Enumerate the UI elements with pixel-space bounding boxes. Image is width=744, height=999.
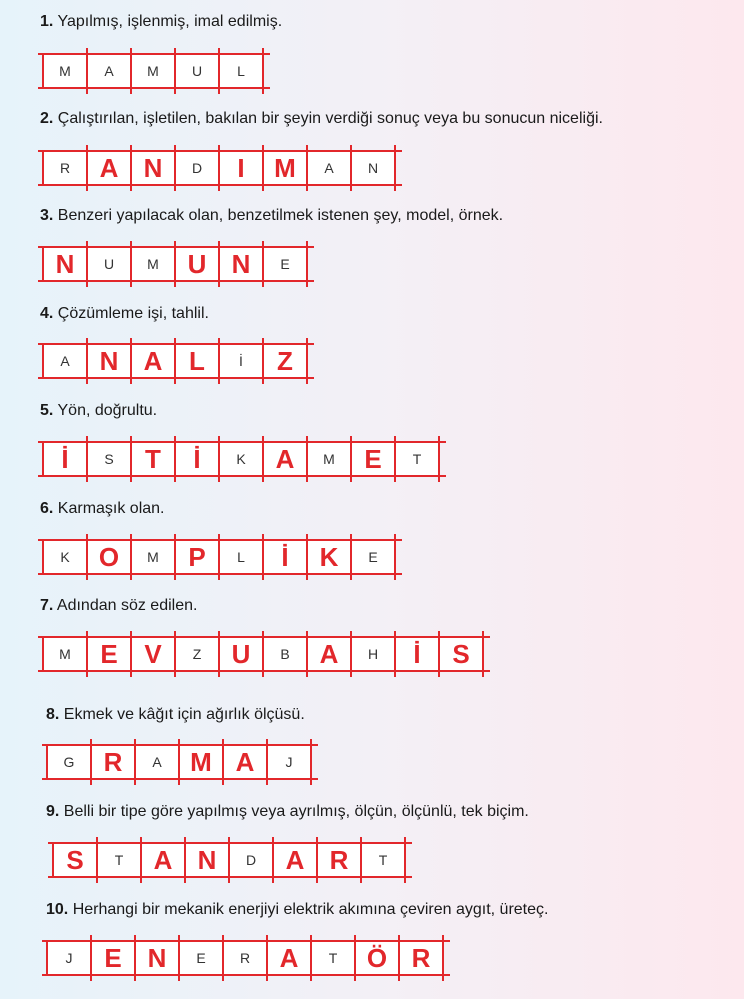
given-letter: L	[237, 549, 245, 565]
answer-letter: A	[275, 443, 295, 474]
question-clue: Benzeri yapılacak olan, benzetilmek istenen şey, model, örnek.	[53, 207, 504, 224]
given-letter: R	[59, 160, 71, 176]
given-letter: T	[378, 852, 388, 868]
question-text	[46, 706, 305, 724]
answer-letter: Ö	[366, 942, 388, 973]
answer-letter: I	[237, 152, 245, 183]
question-clue: Adından söz edilen.	[53, 597, 198, 614]
letter-box	[308, 152, 352, 184]
letter-box	[132, 345, 176, 377]
letter-box	[318, 844, 362, 876]
letter-grid	[42, 539, 396, 575]
letter-grid	[52, 842, 406, 878]
given-letter: R	[239, 950, 251, 966]
question-clue: Herhangi bir mekanik enerjiyi elektrik akımına çeviren aygıt, üreteç.	[68, 901, 549, 918]
given-letter: T	[412, 451, 422, 467]
letter-box	[176, 345, 220, 377]
question-number: 3.	[40, 207, 54, 224]
answer-letter: U	[187, 248, 207, 279]
question-text	[40, 597, 197, 615]
given-letter: E	[196, 950, 206, 966]
letter-box	[186, 844, 230, 876]
question-number: 8.	[46, 706, 60, 723]
letter-box	[136, 746, 180, 778]
answer-letter: N	[143, 152, 163, 183]
letter-box	[92, 942, 136, 974]
given-letter: S	[104, 451, 114, 467]
answer-letter: İ	[61, 443, 69, 474]
letter-box	[308, 541, 352, 573]
letter-box	[264, 638, 308, 670]
answer-letter: A	[285, 844, 305, 875]
letter-box	[176, 541, 220, 573]
letter-box	[400, 942, 444, 974]
letter-box	[44, 541, 88, 573]
letter-box	[308, 443, 352, 475]
question-text	[40, 305, 209, 323]
letter-box	[132, 152, 176, 184]
answer-letter: A	[153, 844, 173, 875]
question-clue: Yapılmış, işlenmiş, imal edilmiş.	[53, 13, 283, 30]
answer-letter: N	[197, 844, 217, 875]
letter-grid	[42, 636, 484, 672]
question-clue: Belli bir tipe göre yapılmış veya ayrılmış, ölçün, ölçünlü, tek biçim.	[59, 803, 529, 820]
question-clue: Karmaşık olan.	[53, 500, 165, 517]
given-letter: A	[104, 63, 114, 79]
letter-box	[264, 248, 308, 280]
letter-box	[88, 443, 132, 475]
given-letter: D	[191, 160, 203, 176]
letter-box	[352, 152, 396, 184]
answer-letter: İ	[281, 541, 289, 572]
given-letter: H	[367, 646, 379, 662]
letter-box	[362, 844, 406, 876]
question-text	[40, 402, 157, 420]
letter-box	[48, 746, 92, 778]
letter-box	[142, 844, 186, 876]
question-number: 6.	[40, 500, 54, 517]
letter-box	[136, 942, 180, 974]
letter-box	[88, 541, 132, 573]
given-letter: M	[147, 63, 159, 79]
letter-box	[220, 345, 264, 377]
letter-box	[132, 443, 176, 475]
given-letter: G	[63, 754, 75, 770]
given-letter: A	[152, 754, 162, 770]
letter-grid	[46, 744, 312, 780]
letter-box	[88, 152, 132, 184]
question-number: 2.	[40, 110, 54, 127]
letter-box	[224, 942, 268, 974]
given-letter: A	[324, 160, 334, 176]
letter-box	[274, 844, 318, 876]
question-text	[40, 13, 282, 31]
answer-letter: M	[190, 746, 212, 777]
letter-box	[132, 248, 176, 280]
answer-letter: E	[100, 638, 118, 669]
letter-box	[264, 345, 308, 377]
letter-box	[352, 443, 396, 475]
answer-letter: V	[144, 638, 162, 669]
answer-letter: N	[231, 248, 251, 279]
answer-letter: K	[319, 541, 339, 572]
letter-box	[132, 55, 176, 87]
letter-box	[132, 541, 176, 573]
letter-box	[312, 942, 356, 974]
answer-letter: U	[231, 638, 251, 669]
letter-grid	[42, 343, 308, 379]
letter-box	[176, 152, 220, 184]
question-clue: Ekmek ve kâğıt için ağırlık ölçüsü.	[59, 706, 305, 723]
question-number: 7.	[40, 597, 54, 614]
question-text	[40, 110, 603, 128]
answer-letter: E	[104, 942, 122, 973]
letter-box	[356, 942, 400, 974]
letter-box	[98, 844, 142, 876]
letter-box	[132, 638, 176, 670]
answer-letter: A	[319, 638, 339, 669]
answer-letter: L	[189, 345, 205, 376]
letter-box	[92, 746, 136, 778]
letter-box	[88, 345, 132, 377]
question-text	[40, 500, 165, 518]
given-letter: M	[147, 549, 159, 565]
letter-box	[396, 638, 440, 670]
given-letter: K	[60, 549, 70, 565]
letter-box	[176, 443, 220, 475]
letter-box	[352, 541, 396, 573]
given-letter: U	[191, 63, 203, 79]
letter-box	[54, 844, 98, 876]
given-letter: A	[60, 353, 70, 369]
letter-box	[220, 541, 264, 573]
question-number: 1.	[40, 13, 54, 30]
given-letter: E	[368, 549, 378, 565]
answer-letter: N	[99, 345, 119, 376]
letter-box	[268, 746, 312, 778]
given-letter: T	[114, 852, 124, 868]
letter-box	[220, 248, 264, 280]
given-letter: J	[285, 754, 293, 770]
letter-box	[264, 443, 308, 475]
letter-grid	[42, 53, 264, 89]
letter-box	[44, 55, 88, 87]
letter-box	[352, 638, 396, 670]
letter-box	[44, 345, 88, 377]
question-number: 5.	[40, 402, 54, 419]
answer-letter: R	[329, 844, 349, 875]
letter-box	[180, 942, 224, 974]
letter-box	[44, 638, 88, 670]
letter-box	[268, 942, 312, 974]
given-letter: Z	[192, 646, 202, 662]
letter-box	[264, 152, 308, 184]
given-letter: L	[237, 63, 245, 79]
letter-grid	[42, 441, 440, 477]
question-number: 10.	[46, 901, 69, 918]
letter-box	[264, 541, 308, 573]
letter-box	[88, 55, 132, 87]
answer-letter: İ	[413, 638, 421, 669]
answer-letter: A	[143, 345, 163, 376]
answer-letter: E	[364, 443, 382, 474]
answer-letter: İ	[193, 443, 201, 474]
answer-letter: O	[98, 541, 120, 572]
letter-box	[88, 638, 132, 670]
given-letter: N	[367, 160, 379, 176]
letter-box	[44, 152, 88, 184]
given-letter: U	[103, 256, 115, 272]
letter-box	[48, 942, 92, 974]
letter-box	[230, 844, 274, 876]
given-letter: B	[280, 646, 290, 662]
answer-letter: A	[235, 746, 255, 777]
question-clue: Çalıştırılan, işletilen, bakılan bir şeyin verdiği sonuç veya bu sonucun niceliği.	[53, 110, 603, 127]
letter-box	[176, 248, 220, 280]
letter-box	[88, 248, 132, 280]
answer-letter: N	[55, 248, 75, 279]
given-letter: M	[323, 451, 335, 467]
answer-letter: T	[145, 443, 161, 474]
given-letter: K	[236, 451, 246, 467]
letter-box	[44, 443, 88, 475]
answer-letter: P	[188, 541, 206, 572]
answer-letter: N	[147, 942, 167, 973]
answer-letter: A	[279, 942, 299, 973]
answer-letter: M	[274, 152, 296, 183]
letter-box	[176, 55, 220, 87]
letter-grid	[42, 150, 396, 186]
letter-box	[220, 638, 264, 670]
answer-letter: A	[99, 152, 119, 183]
letter-box	[396, 443, 440, 475]
letter-box	[224, 746, 268, 778]
letter-box	[220, 55, 264, 87]
letter-grid	[46, 940, 444, 976]
letter-box	[220, 152, 264, 184]
given-letter: M	[59, 646, 71, 662]
answer-letter: R	[103, 746, 123, 777]
answer-letter: S	[66, 844, 84, 875]
question-number: 9.	[46, 803, 60, 820]
given-letter: T	[328, 950, 338, 966]
letter-box	[440, 638, 484, 670]
letter-box	[308, 638, 352, 670]
letter-box	[220, 443, 264, 475]
question-text	[40, 207, 503, 225]
given-letter: M	[59, 63, 71, 79]
question-clue: Çözümleme işi, tahlil.	[53, 305, 209, 322]
letter-box	[44, 248, 88, 280]
answer-letter: R	[411, 942, 431, 973]
question-clue: Yön, doğrultu.	[53, 402, 158, 419]
letter-grid	[42, 246, 308, 282]
answer-letter: S	[452, 638, 470, 669]
letter-box	[176, 638, 220, 670]
given-letter: J	[65, 950, 73, 966]
given-letter: E	[280, 256, 290, 272]
given-letter: İ	[239, 353, 243, 369]
answer-letter: Z	[277, 345, 293, 376]
question-number: 4.	[40, 305, 54, 322]
question-text	[46, 803, 529, 821]
question-text	[46, 901, 548, 919]
given-letter: M	[147, 256, 159, 272]
given-letter: D	[245, 852, 257, 868]
letter-box	[180, 746, 224, 778]
